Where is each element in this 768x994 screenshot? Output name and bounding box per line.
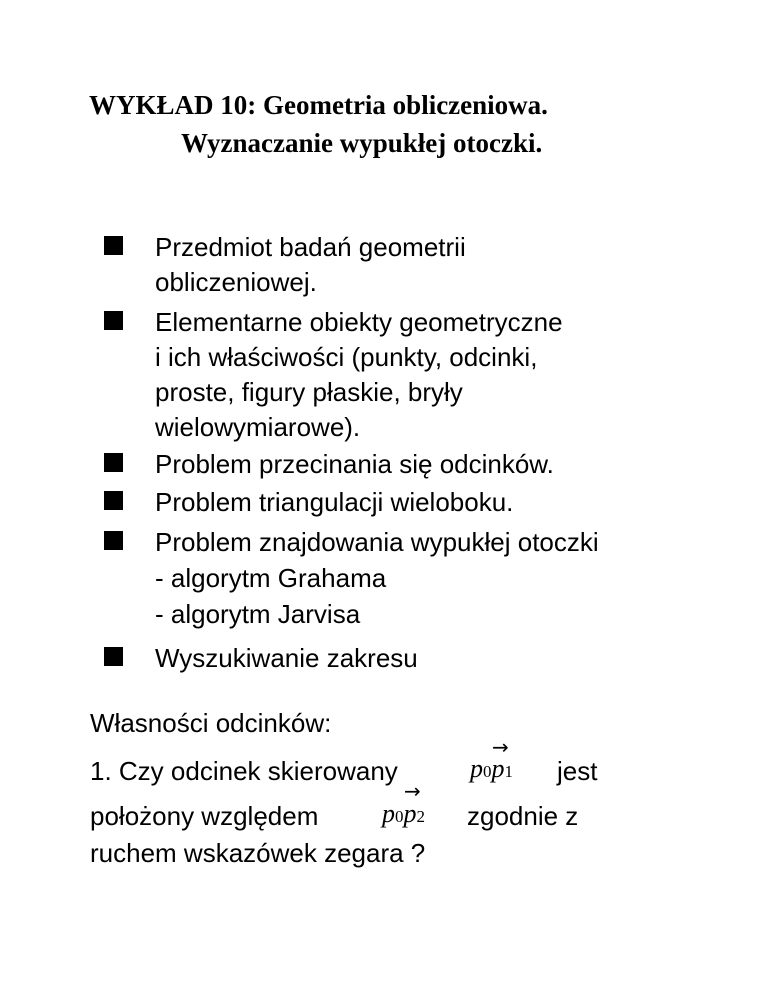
bullet-square-icon [104, 236, 123, 255]
title-line-2: Wyznaczanie wypukłej otoczki. [181, 128, 543, 158]
vector-p0p2: p0p2 [382, 799, 425, 828]
list-item-line: Problem przecinania się odcinków. [155, 449, 554, 479]
list-item-line: - algorytm Grahama [155, 563, 387, 593]
question-text: jest [557, 756, 598, 786]
list-item-line: Wyszukiwanie zakresu [155, 643, 418, 673]
bullet-square-icon [104, 311, 123, 330]
question-text: ruchem wskazówek zegara ? [90, 838, 426, 868]
list-item-line: - algorytm Jarvisa [155, 599, 361, 629]
vector-arrow-icon: → [404, 779, 421, 803]
bullet-square-icon [104, 647, 123, 666]
section-heading: Własności odcinków: [90, 708, 332, 738]
bullet-square-icon [104, 531, 123, 550]
list-item-line: wielowymiarowe). [155, 412, 361, 442]
question-text: 1. Czy odcinek skierowany [90, 756, 398, 786]
question-text: położony względem [90, 801, 319, 831]
bullet-square-icon [104, 491, 123, 510]
vector-arrow-icon: → [492, 735, 509, 759]
list-item-line: Problem znajdowania wypukłej otoczki [155, 527, 599, 557]
list-item-line: proste, figury płaskie, bryły [155, 377, 463, 407]
list-item-line: Problem triangulacji wieloboku. [155, 487, 514, 517]
list-item-line: Elementarne obiekty geometryczne [155, 307, 563, 337]
vector-p0p1: p0p1 [470, 754, 513, 783]
question-text: zgodnie z [467, 801, 579, 831]
list-item-line: i ich właściwości (punkty, odcinki, [155, 342, 538, 372]
list-item-line: Przedmiot badań geometrii [155, 232, 466, 262]
list-item-line: obliczeniowej. [155, 267, 317, 297]
bullet-square-icon [104, 453, 123, 472]
title-line-1: WYKŁAD 10: Geometria obliczeniowa. [89, 90, 548, 120]
